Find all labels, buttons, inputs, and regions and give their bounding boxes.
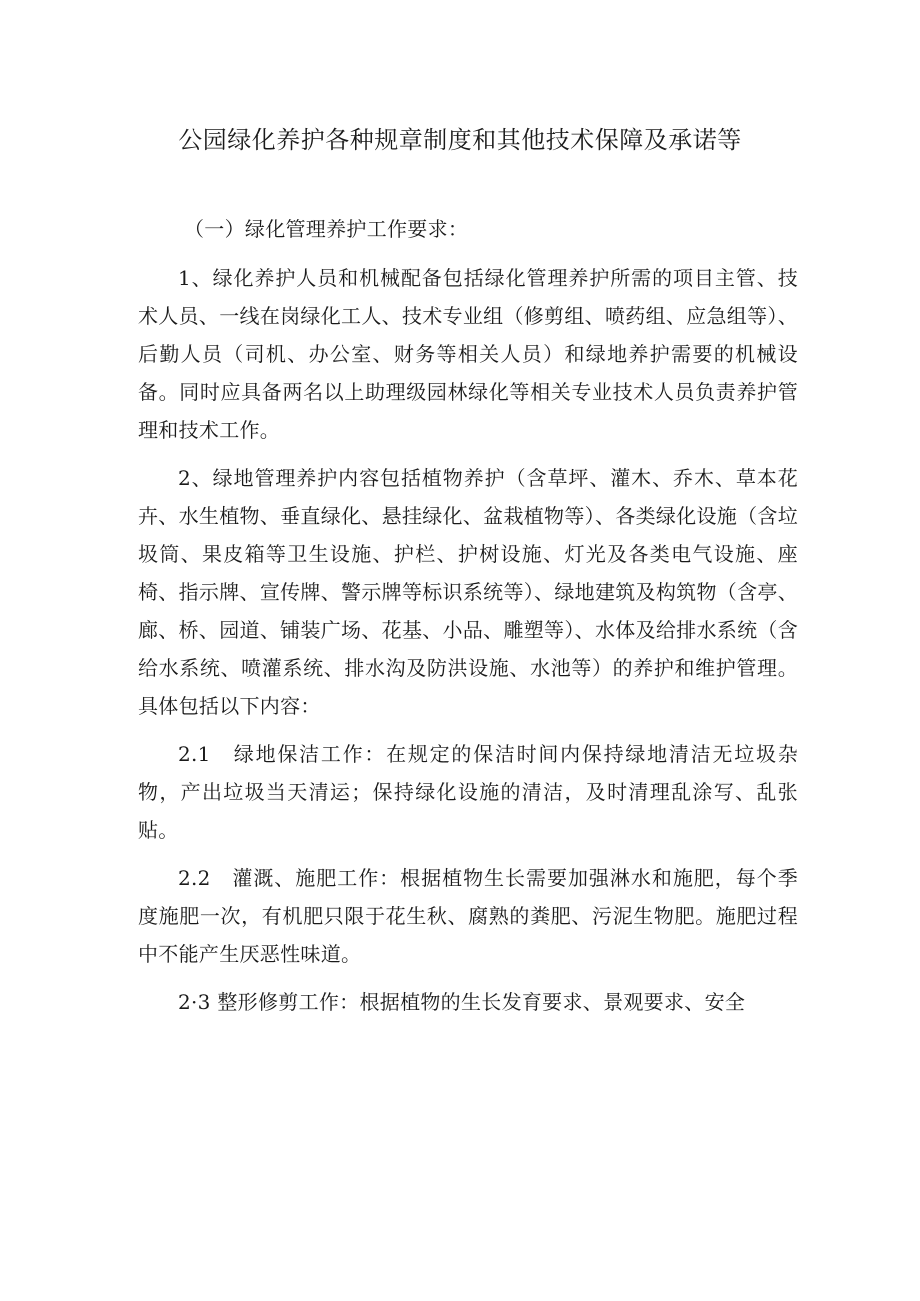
paragraph-irrigation: 2.2 灌溉、施肥工作：根据植物生长需要加强淋水和施肥，每个季度施肥一次，有机肥只限于花生秋、腐熟的粪肥、污泥生物肥。施肥过程中不能产生厌恶性味道。 <box>138 866 798 966</box>
document-title: 公园绿化养护各种规章制度和其他技术保障及承诺等 <box>178 126 742 154</box>
document-body <box>138 210 798 1021</box>
section-heading: （一）绿化管理养护工作要求： <box>184 217 469 241</box>
paragraph-cleaning: 2.1 绿地保洁工作：在规定的保洁时间内保持绿地清洁无垃圾杂物，产出垃圾当天清运；保持绿化设施的清洁，及时清理乱涂写、乱张贴。 <box>138 742 798 842</box>
paragraph-staffing: 1、绿化养护人员和机械配备包括绿化管理养护所需的项目主管、技术人员、一线在岗绿化工人、技术专业组（修剪组、喷药组、应急组等）、后勤人员（司机、办公室、财务等相关人员）和绿地养护需要的机械设备。同时应具备两名以上助理级园林绿化等相关专业技术人员负责养护管理和技术工作。 <box>138 266 798 442</box>
paragraph-pruning: 2·3 整形修剪工作：根据植物的生长发育要求、景观要求、安全 <box>178 990 746 1014</box>
paragraph-maintenance-scope: 2、绿地管理养护内容包括植物养护（含草坪、灌木、乔木、草本花卉、水生植物、垂直绿化、悬挂绿化、盆栽植物等）、各类绿化设施（含垃圾筒、果皮箱等卫生设施、护栏、护树设施、灯光及各类电气设施、座椅、指示牌、宣传牌、警示牌等标识系统等）、绿地建筑及构筑物（含亭、廊、桥、园道、铺装广场、花基、小品、雕塑等）、水体及给排水系统（含给水系统、喷灌系统、排水沟及防洪设施、水池等）的养护和维护管理。具体包括以下内容： <box>138 466 798 718</box>
